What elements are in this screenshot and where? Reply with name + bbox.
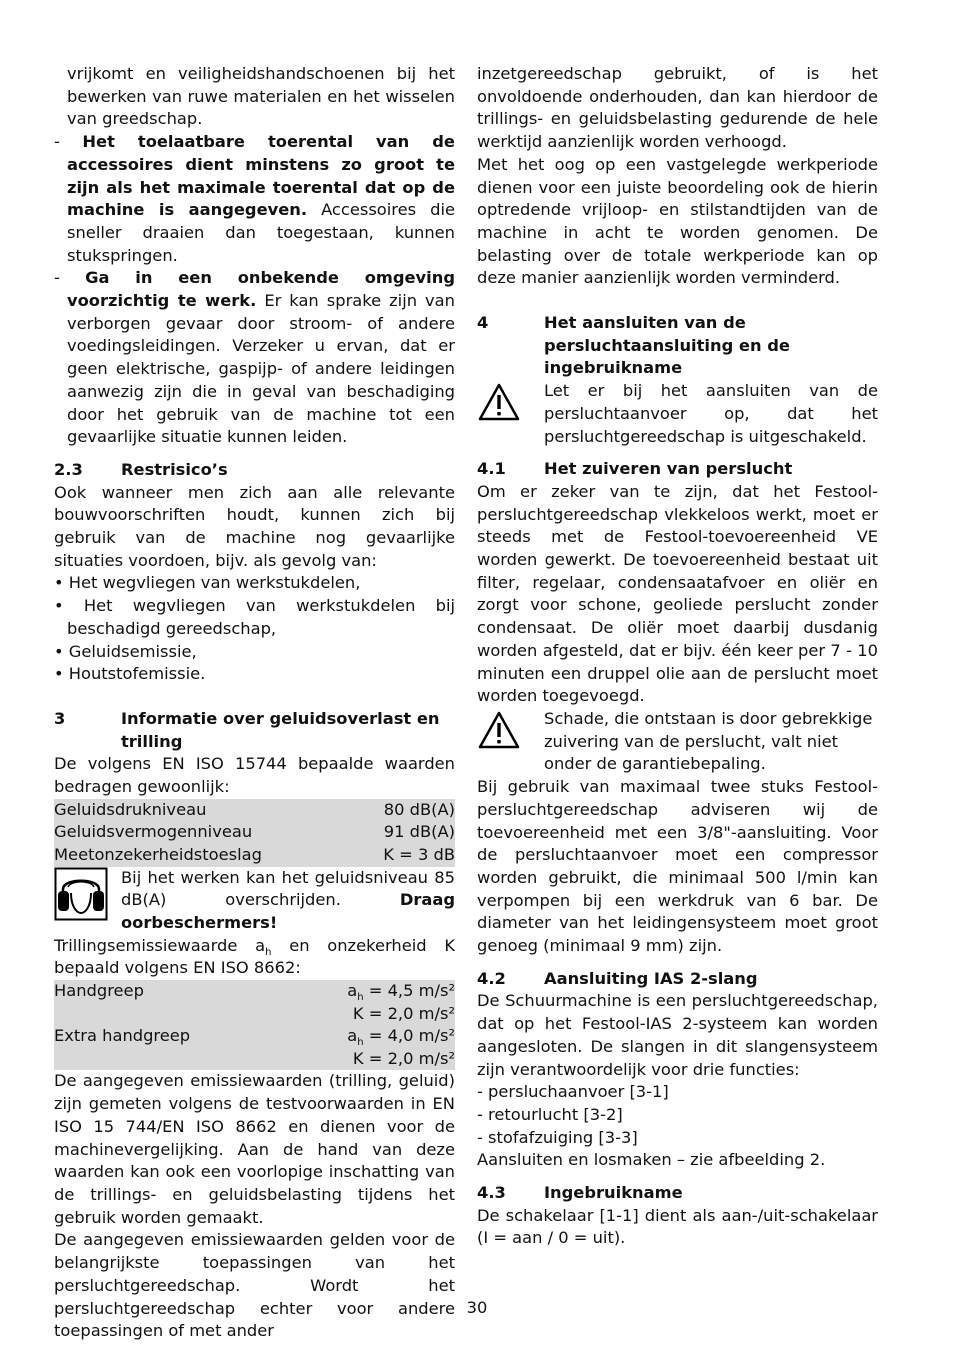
ear-protection-icon bbox=[54, 867, 108, 928]
table-row: Extra handgreep $a_h = 4,0$ m/s² bbox=[54, 1026, 455, 1049]
residual-risk-list bbox=[54, 572, 455, 686]
vibration-table bbox=[54, 980, 455, 1070]
right-column bbox=[477, 63, 878, 1250]
page-number: 30 bbox=[466, 1298, 488, 1317]
list-item: - persluchaanvoer [3-1] bbox=[477, 1082, 669, 1102]
section-heading-3: 3 Informatie over geluidsoverlast en trilling bbox=[54, 708, 440, 751]
noise-intro: De volgens EN ISO 15744 bepaalde waarden bedragen gewoonlijk: bbox=[54, 754, 455, 797]
supply-unit-text: Bij gebruik van maximaal twee stuks Festool-persluchtgereedschap adviseren wij de toevoereenheid met een 3/8"-aansluiting. Voor de persluchtaanvoer moet een compressor worden gebruikt, die minimaal 500 l/min kan verpompen bij een werkdruk van 6 bar. De diameter van het leidingensysteem moet groot genoeg (minimaal 9 mm) zijn. bbox=[477, 777, 878, 956]
table-row: Geluidsvermogenniveau 91 dB(A) bbox=[54, 821, 455, 844]
vibration-intro: Trillingsemissiewaarde $a_h$ en onzekerheid K bepaald volgens EN ISO 8662: bbox=[54, 935, 455, 978]
table-row: Geluidsdrukniveau 80 dB(A) bbox=[54, 799, 455, 822]
noise-table bbox=[54, 799, 455, 867]
ias-function-list bbox=[477, 1081, 878, 1149]
warning-triangle-icon bbox=[477, 710, 521, 757]
ear-protection-note: Bij het werken kan het geluidsniveau 85 dB(A) overschrijden. Draag oorbeschermers! bbox=[54, 867, 455, 935]
warning-triangle-icon bbox=[477, 382, 521, 429]
left-column bbox=[54, 63, 455, 1343]
table-row: K = 2,0 m/s² bbox=[54, 1048, 455, 1071]
continuation-text-1: inzetgereedschap gebruikt, of is het onvoldoende onderhouden, dan kan hierdoor de trillings- en geluidsbelasting gedurende de hele werktijd aanzienlijk worden verhoogd. bbox=[477, 64, 878, 152]
section-heading-4-3: 4.3 Ingebruikname bbox=[477, 1183, 683, 1203]
section-heading-4-1: 4.1 Het zuiveren van perslucht bbox=[477, 459, 793, 479]
list-item: - retourlucht [3-2] bbox=[477, 1104, 623, 1124]
residual-risk-text: Ook wanneer men zich aan alle relevante bouwvoorschriften houdt, kunnen zich bij gebruik van de machine nog gevaarlijke situaties voordoen, bijv. als gevolg van: bbox=[54, 482, 455, 570]
section-heading-2-3: 2.3 Restrisico’s bbox=[54, 459, 228, 479]
list-item: • Houtstofemissie. bbox=[54, 664, 206, 684]
table-row: Meetonzekerheidstoeslag K = 3 dB bbox=[54, 844, 455, 867]
warranty-warning: Schade, die ontstaan is door gebrekkige zuivering van de perslucht, valt niet onder de garantiebepaling. bbox=[477, 708, 878, 776]
intro-continuation: vrijkomt en veiligheidshandschoenen bij het bewerken van ruwe materialen en het wisselen van greedschap. bbox=[67, 64, 455, 129]
section-heading-4-2: 4.2 Aansluiting IAS 2-slang bbox=[477, 968, 758, 988]
connect-warning: Let er bij het aansluiten van de persluchtaanvoer op, dat het persluchtgereedschap is uitgeschakeld. bbox=[477, 380, 878, 448]
startup-text: De schakelaar [1-1] dient als aan-/uit-schakelaar (I = aan / 0 = uit). bbox=[477, 1205, 878, 1248]
list-item: • Geluidsemissie, bbox=[54, 641, 197, 661]
ias-text: De Schuurmachine is een persluchtgereedschap, dat op het Festool-IAS 2-systeem kan worden aangesloten. De slangen in dit slangensysteem zijn verantwoordelijk voor drie functies: bbox=[477, 991, 878, 1079]
list-item: - stofafzuiging [3-3] bbox=[477, 1127, 638, 1147]
continuation-text-2: Met het oog op een vastgelegde werkperiode dienen voor een juiste beoordeling ook de hierin optredende vrijloop- en stilstandtijden van de machine in acht te worden genomen. De belasting over de totale werkperiode kan op deze manier aanzienlijk worden verminderd. bbox=[477, 154, 878, 288]
safety-bullet-speed: - Het toelaatbare toerental van de accessoires dient minstens zo groot te zijn als het maximale toerental dat op de machine is aangegeven. Accessoires die sneller draaien dan toegestaan, kunnen stukspringen. bbox=[54, 132, 455, 265]
safety-bullet-environment: - Ga in een onbekende omgeving voorzichtig te werk. Er kan sprake zijn van verborgen gevaar door stroom- of andere voedingsleidingen. Verzeker u ervan, dat er geen elektrische, gaspijp- of andere leidingen aanwezig zijn die in geval van beschadiging door het gebruik van de machine tot een gevaarlijke situatie kunnen leiden. bbox=[54, 268, 455, 447]
emission-text-1: De aangegeven emissiewaarden (trilling, geluid) zijn gemeten volgens de testvoorwaarden in EN ISO 15 744/EN ISO 8662 en dienen voor de machinevergelijking. Aan de hand van deze waarden kan ook een voorlopige inschatting van de trillings- en geluidsbelasting tijdens het gebruik worden gemaakt. bbox=[54, 1071, 455, 1227]
list-item: • Het wegvliegen van werkstukdelen, bbox=[54, 573, 361, 593]
list-item: • Het wegvliegen van werkstukdelen bij beschadigd gereedschap, bbox=[54, 596, 455, 638]
table-row: K = 2,0 m/s² bbox=[54, 1003, 455, 1026]
air-purification-text: Om er zeker van te zijn, dat het Festool-persluchtgereedschap vlekkeloos werkt, moet er steeds met de Festool-toevoereenheid VE worden gewerkt. De toevoereenheid bestaat uit filter, regelaar, condensaatafvoer en oliër en zorgt voor schone, geoliede perslucht zonder condensaat. De oliër moet daarbij dusdanig worden afgesteld, dat er bijv. één keer per 7 - 10 minuten een druppel olie aan de perslucht moet worden toegevoegd. bbox=[477, 481, 878, 706]
section-heading-4: 4 Het aansluiten van de persluchtaansluiting en de ingebruikname bbox=[477, 313, 790, 378]
ias-connect-text: Aansluiten en losmaken – zie afbeelding 2. bbox=[477, 1150, 826, 1170]
table-row: Handgreep $a_h = 4,5$ m/s² bbox=[54, 981, 455, 1004]
emission-text-2: De aangegeven emissiewaarden gelden voor de belangrijkste toepassingen van het persluchtgereedschap. Wordt het persluchtgereedschap echter voor andere toepassingen of met ander bbox=[54, 1230, 455, 1341]
